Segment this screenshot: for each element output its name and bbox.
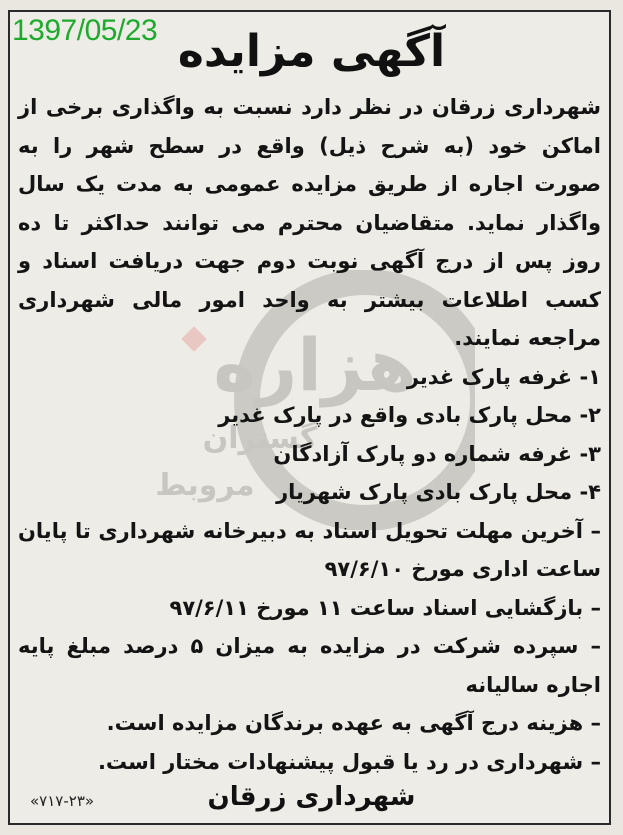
- note-item: – بازگشایی اسناد ساعت ۱۱ مورخ ۹۷/۶/۱۱: [169, 595, 601, 620]
- watermark-sub-text-2: مروبط: [155, 468, 255, 503]
- item-list: [18, 358, 601, 512]
- notice-intro: شهرداری زرقان در نظر دارد نسبت به واگذاری برخی از اماکن خود (به شرح ذیل) واقع در سطح شهر را به صورت اجاره از طریق مزایده عمومی به مدت یک سال واگذار نماید. متقاضیان محترم می توانند حداکثر تا ده روز پس از درج آگهی نوبت دوم جهت دریافت اسناد و کسب اطلاعات بیشتر به واحد امور مالی شهرداری مراجعه نمایند.: [18, 95, 601, 350]
- notice-body: [18, 88, 601, 781]
- signature: شهرداری زرقان: [207, 782, 416, 812]
- ad-code: «۷۱۷-۲۳»: [30, 792, 95, 810]
- note-item: – هزینه درج آگهی به عهده برندگان مزایده است.: [106, 711, 601, 735]
- note-item: – سپرده شرکت در مزایده به میزان ۵ درصد مبلغ پایه اجاره سالیانه: [18, 634, 602, 697]
- stamp-date: 1397/05/23: [12, 14, 158, 47]
- notice-title: آگهی مزایده: [177, 26, 446, 77]
- watermark-main-text: هزاره: [213, 323, 417, 407]
- list-item: ۲- محل پارک بادی واقع در پارک غدیر: [218, 403, 601, 427]
- watermark-sub-text-1: گستران: [202, 421, 318, 456]
- notes-list: [18, 512, 601, 782]
- note-item: – شهرداری در رد یا قبول پیشنهادات مختار است.: [97, 749, 601, 774]
- list-item: ۳- غرفه شماره دو پارک آزادگان: [273, 441, 601, 466]
- list-item: ۴- محل پارک بادی پارک شهریار: [276, 480, 601, 504]
- note-item: – آخرین مهلت تحویل اسناد به دبیرخانه شهرداری تا پایان ساعت اداری مورخ ۹۷/۶/۱۰: [18, 518, 601, 581]
- list-item: ۱- غرفه پارک غدیر: [406, 364, 601, 389]
